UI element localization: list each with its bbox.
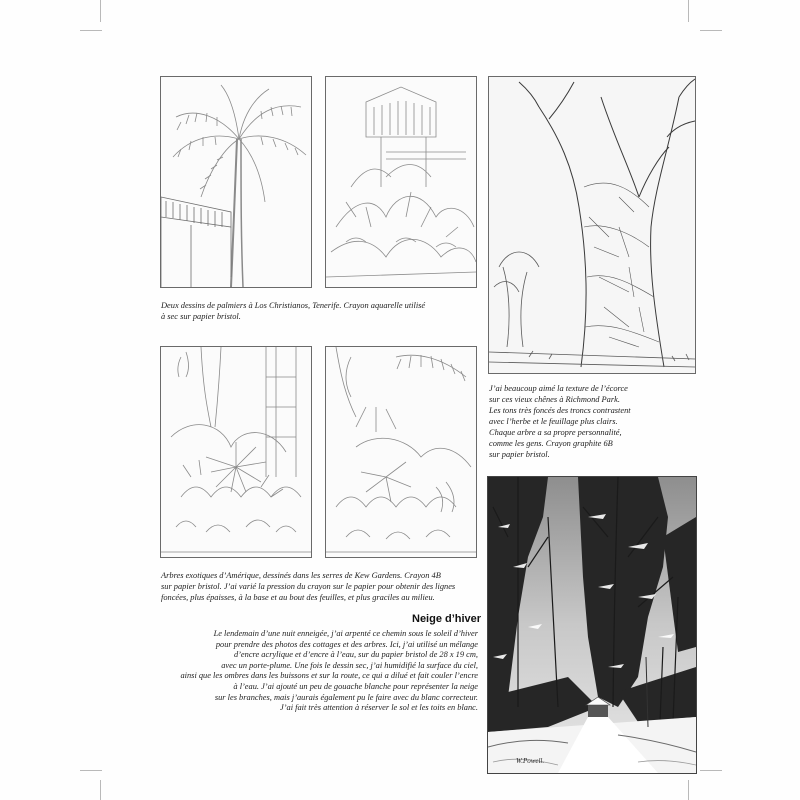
section-body-line-2: pour prendre des photos des cottages et des arbres. Ici, j’ai utilisé un mélange <box>215 639 478 649</box>
section-body-line-4: avec un porte-plume. Une fois le dessin sec, j’ai humidifié la surface du ciel, <box>221 660 478 670</box>
crop-mark-bottom-right-h <box>700 770 722 771</box>
exotic-sketch-2 <box>326 347 476 557</box>
caption-palms-line-2: à sec sur papier bristol. <box>161 312 241 321</box>
section-body-line-6: à l’eau. J’ai ajouté un peu de gouache blanche pour représenter la neige <box>233 681 478 691</box>
crop-mark-top-right <box>688 0 689 22</box>
exotic-sketch-1 <box>161 347 311 557</box>
winter-snow-painting <box>487 476 697 774</box>
palm-sketch-2 <box>326 77 476 287</box>
crop-mark-bottom-left-h <box>80 770 102 771</box>
exotic-trees-drawing-1 <box>160 346 312 558</box>
palm-sketch-1 <box>161 77 311 287</box>
caption-oaks <box>489 383 695 460</box>
artist-signature: W.Powell. <box>516 757 545 765</box>
caption-palms <box>161 300 481 322</box>
section-body-line-8: J’ai fait très attention à réserver le sol et les toits en blanc. <box>280 703 478 713</box>
crop-mark-bottom-left <box>100 780 101 800</box>
caption-exotic-line-3: foncées, plus épaisses, à la base et au bout des feuilles, et plus graciles au milieu. <box>161 593 435 602</box>
exotic-trees-drawing-2 <box>325 346 477 558</box>
crop-mark-top-left-h <box>80 30 102 31</box>
caption-palms-line-1: Deux dessins de palmiers à Los Christianos, Tenerife. Crayon aquarelle utilisé <box>161 301 426 310</box>
palm-drawing-2 <box>325 76 477 288</box>
caption-exotic-trees <box>161 570 481 603</box>
crop-mark-top-left <box>100 0 101 22</box>
caption-oaks-line-1: J’ai beaucoup aimé la texture de l’écorce <box>489 384 628 393</box>
section-body-line-1: Le lendemain d’une nuit enneigée, j’ai arpenté ce chemin sous le soleil d’hiver <box>213 629 478 638</box>
caption-oaks-line-5: Chaque arbre a sa propre personnalité, <box>489 428 622 437</box>
palm-drawing-1 <box>160 76 312 288</box>
caption-oaks-line-2: sur ces vieux chênes à Richmond Park. <box>489 395 620 404</box>
oak-sketch <box>489 77 695 373</box>
section-body-line-5: ainsi que les ombres dans les buissons et sur la route, ce qui a dilué et fait couler l’encre <box>180 671 478 681</box>
caption-exotic-line-2: sur papier bristol. J’ai varié la pression du crayon sur le papier pour obtenir des lignes <box>161 582 456 591</box>
crop-mark-bottom-right <box>688 780 689 800</box>
caption-oaks-line-4: avec l’herbe et le feuillage plus clairs. <box>489 417 618 426</box>
crop-mark-top-right-h <box>700 30 722 31</box>
winter-ink-artwork <box>488 477 696 773</box>
section-body <box>150 629 478 714</box>
caption-oaks-line-6: comme les gens. Crayon graphite 6B <box>489 439 613 448</box>
oak-drawing <box>488 76 696 374</box>
section-heading: Neige d’hiver <box>412 613 482 625</box>
caption-exotic-line-1: Arbres exotiques d’Amérique, dessinés dans les serres de Kew Gardens. Crayon 4B <box>161 571 441 580</box>
section-body-line-7: sur les branches, mais j’aurais également pu le faire avec du blanc correcteur. <box>214 692 478 702</box>
caption-oaks-line-3: Les tons très foncés des troncs contrastent <box>489 406 631 415</box>
caption-oaks-line-7: sur papier bristol. <box>489 450 550 459</box>
section-body-line-3: d’encre acrylique et d’encre à l’eau, sur du papier bristol de 28 x 19 cm, <box>233 650 478 660</box>
